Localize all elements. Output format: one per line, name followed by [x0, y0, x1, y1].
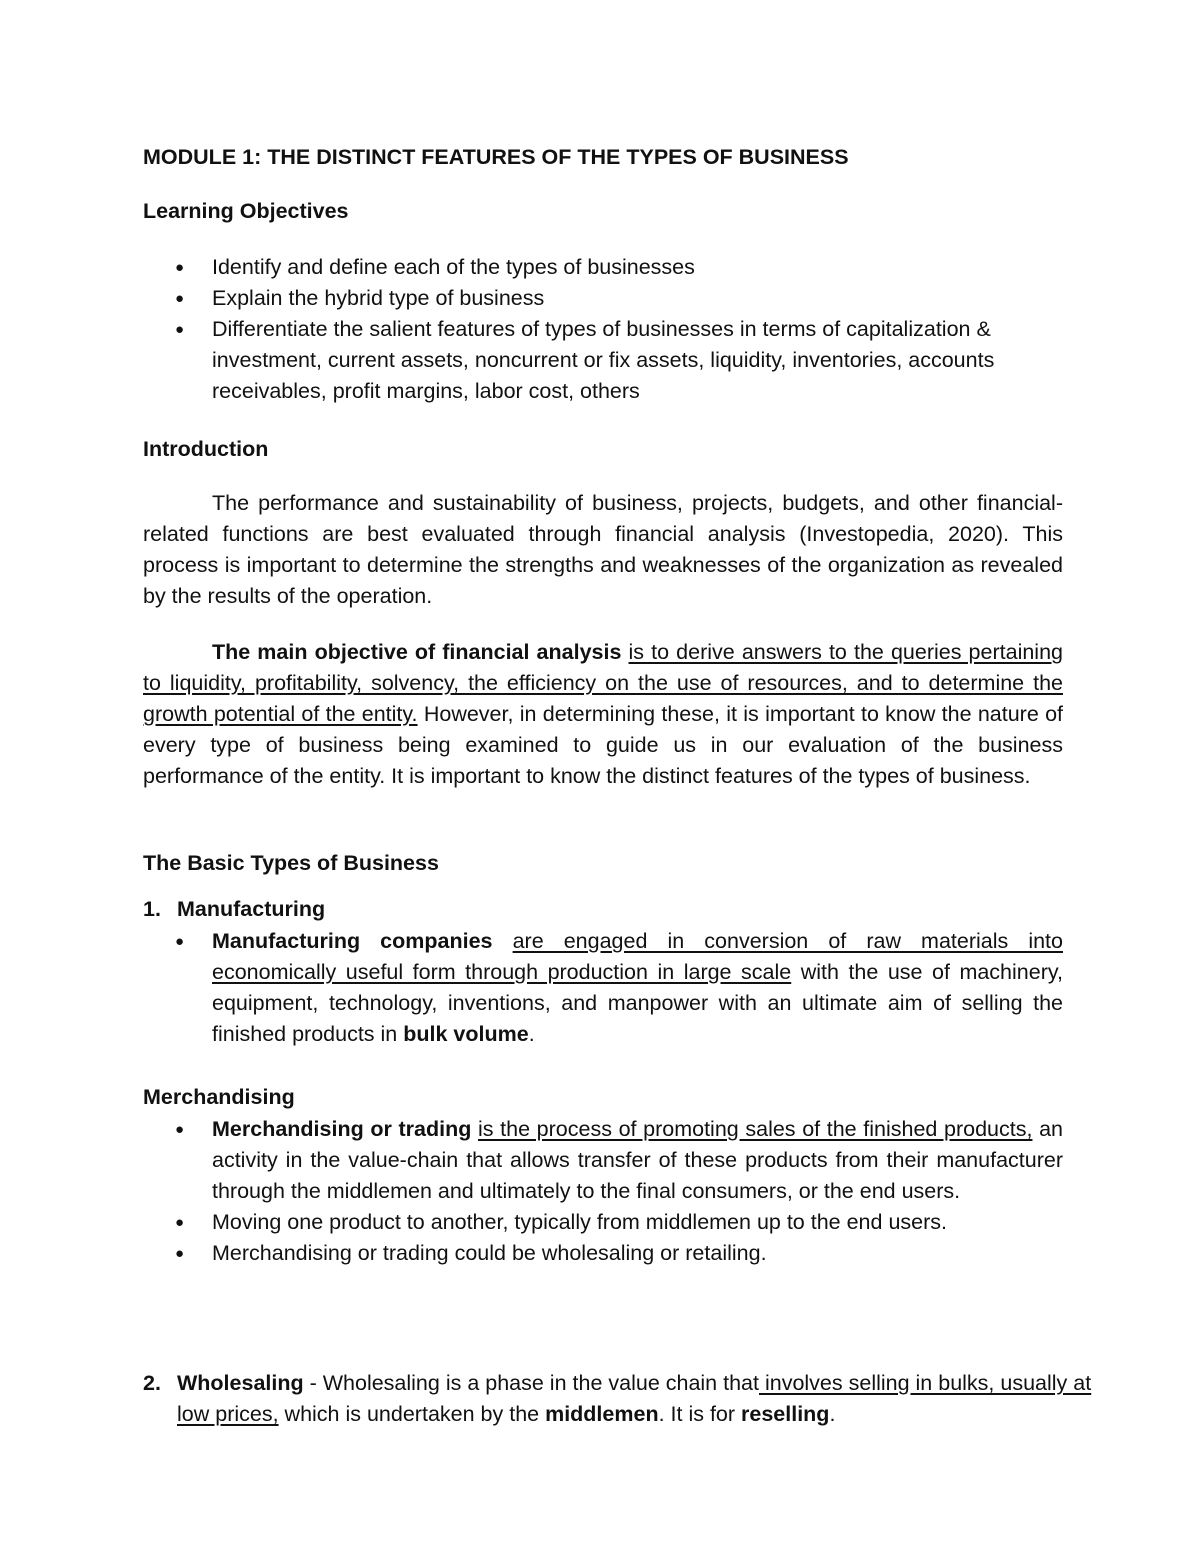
list-item: ● Merchandising or trading could be wholesaling or retailing. [143, 1238, 1063, 1269]
list-item [143, 926, 1063, 1050]
bold-text: Merchandising or trading [212, 1117, 472, 1141]
basic-types-heading: The Basic Types of Business [143, 851, 439, 875]
body-text: - Wholesaling is a phase in the value chain that [303, 1371, 759, 1395]
list-number: 1. [143, 897, 161, 921]
body-text: which is undertaken by the [278, 1402, 546, 1426]
manufacturing-list [143, 926, 1063, 1050]
underlined-text: are engaged in conversion of raw materials into economically useful form through production in large scale [212, 929, 1063, 984]
introduction-paragraph-1: The performance and sustainability of business, projects, budgets, and other financial-related functions are best evaluated through financial analysis (Investopedia, 2020). This process is important to determine the strengths and weaknesses of the organization as revealed by the results of the operation. [143, 491, 1063, 608]
body-text: with the use of machinery, equipment, technology, inventions, and manpower with an ultimate aim of selling the finished products in [212, 960, 1063, 1046]
underlined-text: is the process of promoting sales of the finished products, [477, 1117, 1033, 1141]
underlined-text: involves selling in bulks, usually at low prices, [177, 1371, 1092, 1426]
page-title: MODULE 1: THE DISTINCT FEATURES OF THE TYPES OF BUSINESS [143, 145, 849, 169]
body-text: . [829, 1402, 836, 1426]
list-item: ● Differentiate the salient features of types of businesses in terms of capitalization & investment, current assets, noncurrent or fix assets, liquidity, inventories, accounts receivables, profit margins, labor cost, others [143, 314, 1063, 407]
list-item [143, 1114, 1063, 1207]
body-text: However, in determining these, it is important to know the nature of every type of business being examined to guide us in our evaluation of the business performance of the entity. It is important to know the distinct features of the types of business. [143, 702, 1064, 788]
body-text: . [528, 1022, 535, 1046]
list-item: ● Identify and define each of the types of businesses [143, 252, 1063, 283]
manufacturing-heading [143, 894, 1097, 925]
bold-text: middlemen [545, 1402, 659, 1426]
bold-text: The main objective of financial analysis [212, 640, 622, 664]
merchandising-list [143, 1114, 1063, 1269]
body-text: an activity in the value-chain that allows transfer of these products from their manufacturer through the middlemen and ultimately to the final consumers, or the end users. [212, 1117, 1063, 1203]
introduction-heading: Introduction [143, 437, 269, 461]
heading-text: Manufacturing [177, 897, 326, 921]
list-item: ● Explain the hybrid type of business [143, 283, 1063, 314]
spacer-text [471, 1117, 478, 1141]
bold-text: reselling [741, 1402, 830, 1426]
introduction-paragraph-2 [143, 637, 1063, 792]
merchandising-heading: Merchandising [143, 1085, 295, 1109]
spacer-text [493, 929, 513, 953]
list-number: 2. [143, 1371, 161, 1395]
bold-text: Manufacturing companies [212, 929, 493, 953]
underlined-text: is to derive answers to the queries pertaining to liquidity, profitability, solvency, the efficiency on the use of resources, and to determine the growth potential of the entity. [143, 640, 1063, 726]
bold-text: bulk volume [403, 1022, 529, 1046]
list-item: ● Moving one product to another, typically from middlemen up to the end users. [143, 1207, 1063, 1238]
bold-text: Wholesaling [177, 1371, 304, 1395]
learning-objectives-heading: Learning Objectives [143, 199, 349, 223]
wholesaling-item [143, 1368, 1097, 1430]
learning-objectives-list [143, 252, 1063, 407]
body-text: . It is for [658, 1402, 742, 1426]
spacer-text [621, 640, 628, 664]
